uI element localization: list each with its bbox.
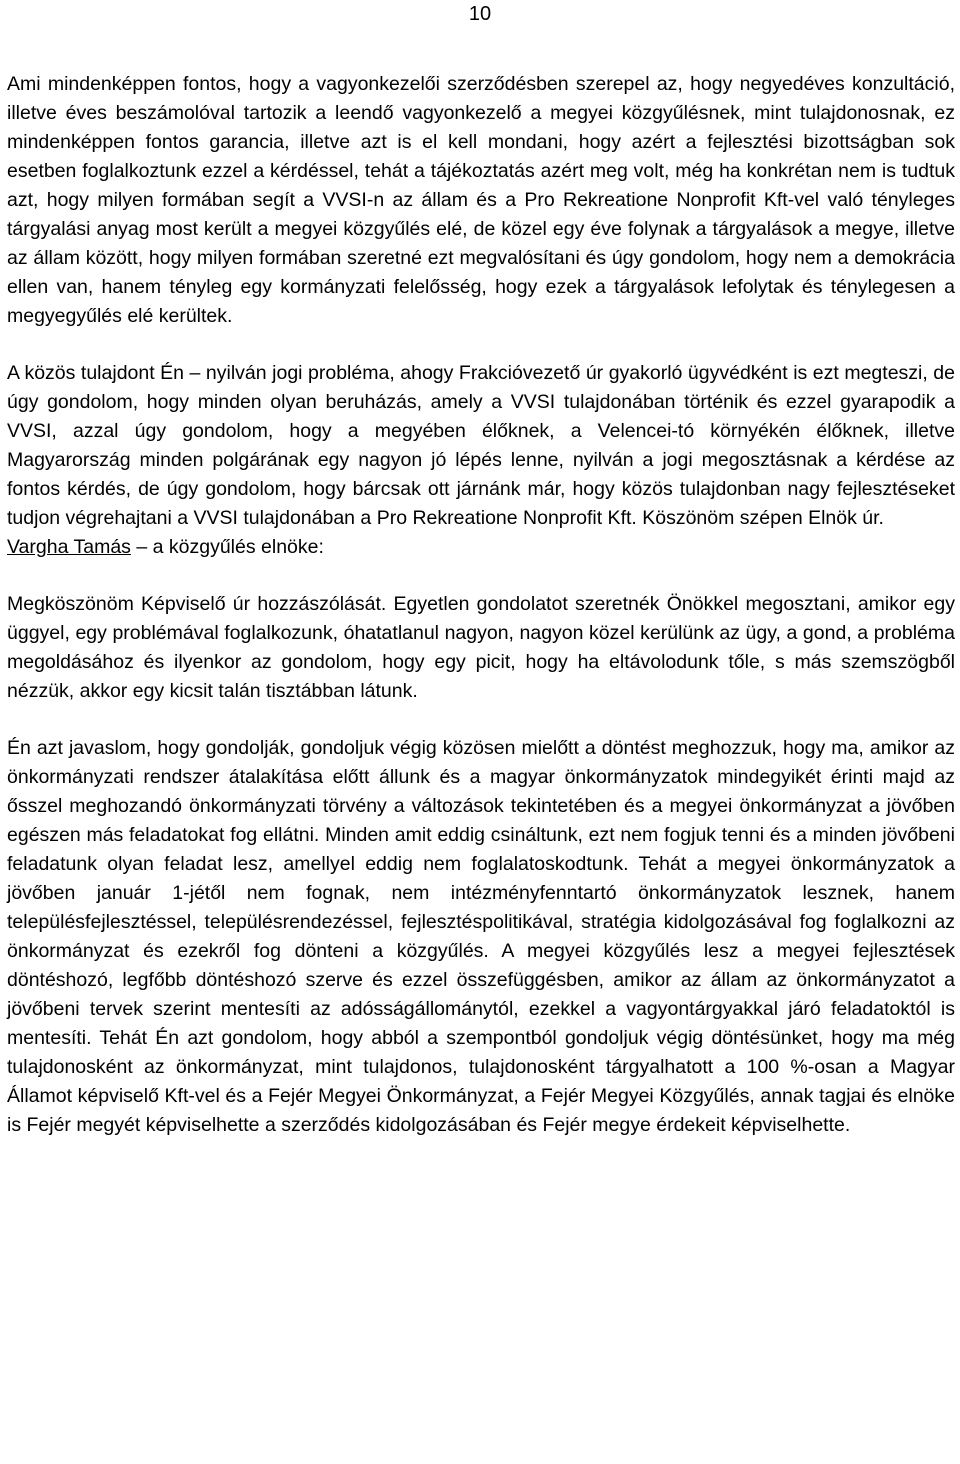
speaker-role: – a közgyűlés elnöke:	[130, 536, 324, 558]
paragraph-2: A közös tulajdont Én – nyilván jogi probléma, ahogy Frakcióvezető úr gyakorló ügyvédként is ezt megteszi, de úgy gondolom, hogy minden olyan beruházás, amely a VVSI tulajdonában történik és ezzel gyarapodik a VVSI, azzal úgy gondolom, hogy a megyében élőknek, a Velencei-tó környékén élőknek, illetve Magyarország minden polgárának egy nagyon jó lépés lenne, nyilván a jogi megosztásnak a kérdése az fontos kérdés, de úgy gondolom, hogy bárcsak ott járnánk már, hogy közös tulajdonban nagy fejlesztéseket tudjon végrehajtani a VVSI tulajdonában a Pro Rekreatione Nonprofit Kft. Köszönöm szépen Elnök úr.	[7, 362, 955, 529]
speaker-heading	[7, 533, 955, 562]
paragraph-1: Ami mindenképpen fontos, hogy a vagyonkezelői szerződésben szerepel az, hogy negyedéves konzultáció, illetve éves beszámolóval tartozik a leendő vagyonkezelő a megyei közgyűlésnek, mint tulajdonosnak, ez mindenképpen fontos garancia, illetve azt is el kell mondani, hogy azért a fejlesztési bizottságban sok esetben foglalkoztunk ezzel a kérdéssel, tehát a tájékoztatás azért meg volt, még ha konkrétan nem is tudtuk azt, hogy milyen formában segít a VVSI-n az állam és a Pro Rekreatione Nonprofit Kft-vel való tényleges tárgyalási anyag most került a megyei közgyűlés elé, de közel egy éve folynak a tárgyalások a megye, illetve az állam között, hogy milyen formában szeretné ezt megvalósítani és úgy gondolom, hogy nem a demokrácia ellen van, hanem tényleg egy kormányzati felelősség, hogy ezek a tárgyalások lefolytak és ténylegesen a megyegyűlés elé kerültek.	[7, 73, 955, 327]
paragraph-4: Én azt javaslom, hogy gondolják, gondoljuk végig közösen mielőtt a döntést meghozzuk, hogy ma, amikor az önkormányzati rendszer átalakítása előtt állunk és a magyar önkormányzatok mindegyikét érinti majd az ősszel meghozandó önkormányzati törvény a változások tekintetében és a megyei önkormányzat a jövőben egészen más feladatokat fog ellátni. Minden amit eddig csináltunk, ezt nem fogjuk tenni és a minden jövőbeni feladatunk olyan feladat lesz, amellyel eddig nem foglalatoskodtunk. Tehát a megyei önkormányzatok a jövőben január 1-jétől nem fognak, nem intézményfenntartó önkormányzatok lesznek, hanem településfejlesztéssel, településrendezéssel, fejlesztéspolitikával, stratégia kidolgozásával fog foglalkozni az önkormányzat és ezekről fog dönteni a közgyűlés. A megyei közgyűlés lesz a megyei fejlesztések döntéshozó, legfőbb döntéshozó szerve és ezzel összefüggésben, amikor az állam az önkormányzatot a jövőbeni tervek szerint mentesíti az adósságállománytól, ezekkel a vagyontárgyakkal járó feladatoktól is mentesíti. Tehát Én azt gondolom, hogy abból a szempontból gondoljuk végig döntésünket, hogy ma még tulajdonosként az önkormányzat, mint tulajdonos, tulajdonosként tárgyalhatott a 100 %-osan a Magyar Államot képviselő Kft-vel és a Fejér Megyei Önkormányzat, a Fejér Megyei Közgyűlés, annak tagjai és elnöke is Fejér megyét képviselhette a szerződés kidolgozásában és Fejér megye érdekeit képviselhette.	[7, 737, 955, 1136]
paragraph-3: Megköszönöm Képviselő úr hozzászólását. Egyetlen gondolatot szeretnék Önökkel megosztani, amikor egy üggyel, egy problémával foglalkozunk, óhatatlanul nagyon, nagyon közel kerülünk az ügy, a gond, a probléma megoldásához és ilyenkor az gondolom, hogy egy picit, hogy ha eltávolodunk tőle, s más szemszögből nézzük, akkor egy kicsit talán tisztábban látunk.	[7, 593, 955, 702]
page-number: 10	[468, 3, 492, 25]
speaker-name: Vargha Tamás	[7, 536, 131, 558]
document-body	[7, 70, 955, 1140]
